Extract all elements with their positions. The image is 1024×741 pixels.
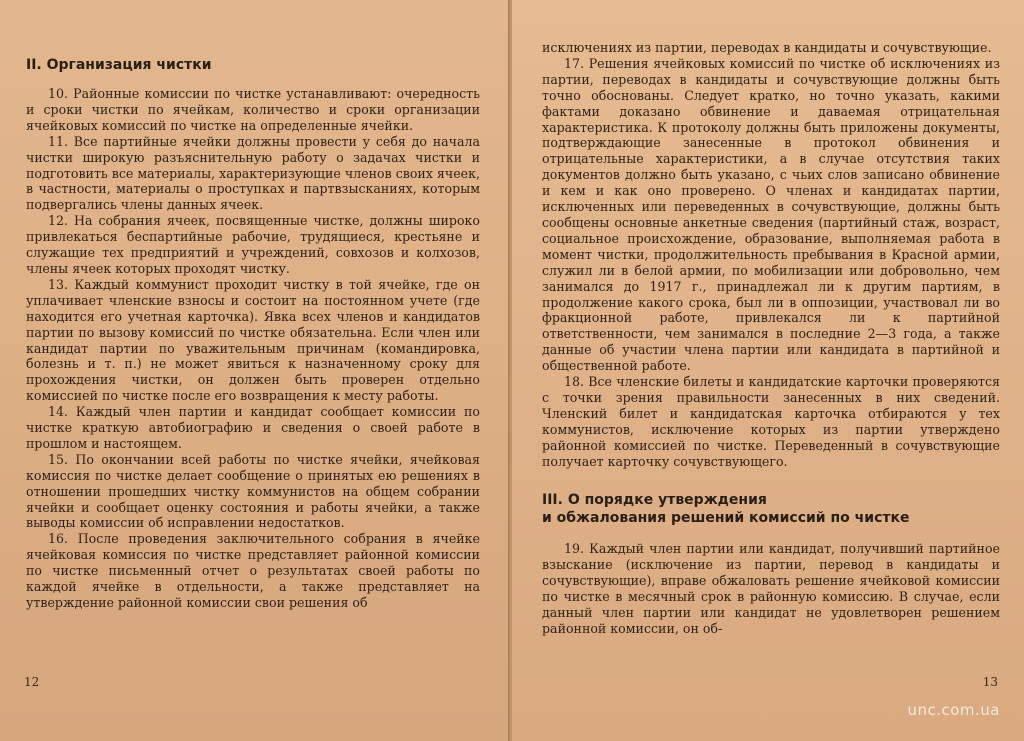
paragraph-16: 16. После проведения заключительного собрания в ячейке ячейковая комиссия по чистке представляет районной комиссии по чистке письменный отчет о результатах своей работы по каждой ячейке в отдельности, а также представляет на утверждение районной комиссии свои решения об xyxy=(26,531,480,610)
paragraph-12: 12. На собрания ячеек, посвященные чистке, должны широко привлекаться беспартийные рабочие, трудящиеся, крестьяне и служащие тех предприятий и учреждений, совхозов и колхозов, члены ячеек которых проходят чистку. xyxy=(26,213,480,276)
paragraph-18: 18. Все членские билеты и кандидатские карточки проверяются с точки зрения правильности занесенных в них сведений. Членский билет и кандидатская карточка отбираются у тех коммунистов, исключение которых из партии утверждено районной комиссией по чистке. Переведенный в сочувствующие получает карточку сочувствующего. xyxy=(542,374,1000,469)
right-page xyxy=(512,0,1024,741)
left-page xyxy=(0,0,510,741)
paragraph-17: 17. Решения ячейковых комиссий по чистке об исключениях из партии, переводах в кандидаты и сочувствующие должны быть точно обоснованы. Следует кратко, но точно указать, какими фактами доказано обвинение и даваемая отрицательная характеристика. К протоколу должны быть приложены документы, подтверждающие занесенные в протокол обвинения и отрицательные характеристики, а в случае отсутствия таких документов должно быть указано, с чьих слов записано обвинение и кем и как оно проверено. О членах и кандидатах партии, исключенных или переведенных в сочувствующие, должны быть сообщены основные анкетные сведения (партийный стаж, возраст, социальное происхождение, образование, выполняемая работа в момент чистки, продолжительность пребывания в Красной армии, служил ли в белой армии, по мобилизации или добровольно, чем занимался до 1917 г., принадлежал ли к другим партиям, в продолжение какого срока, был ли в оппозиции, участвовал ли во фракционной работе, привлекался ли к партийной ответственности, чем занимался в последние 2—3 года, а также данные об участии члена партии или кандидата в партийной и общественной работе. xyxy=(542,55,1000,374)
paragraph-16-continuation: исключениях из партии, переводах в кандидаты и сочувствующие. xyxy=(542,40,992,55)
section-title-approval-line2: и обжалования решений комиссий по чистке xyxy=(542,510,910,527)
watermark: unc.com.ua xyxy=(907,701,1000,719)
section-title-approval-line1: III. О порядке утверждения xyxy=(542,492,767,509)
section-title-organization: II. Организация чистки xyxy=(26,57,212,73)
paragraph-11: 11. Все партийные ячейки должны провести у себя до начала чистки широкую разъяснительную работу о задачах чистки и подготовить все материалы, характеризующие членов своих ячеек, в частности, материалы о проступках и партвзысканиях, которым подвергались члены данных ячеек. xyxy=(26,133,480,213)
paragraph-10: 10. Районные комиссии по чистке устанавливают: очередность и сроки чистки по ячейкам, количество и сроки организации ячейковых комиссий по чистке на определенные ячейки. xyxy=(26,86,480,133)
page-number-left: 12 xyxy=(24,675,40,689)
paragraph-14: 14. Каждый член партии и кандидат сообщает комиссии по чистке краткую автобиографию и сведения о своей работе в прошлом и настоящем. xyxy=(26,404,480,451)
page-number-right: 13 xyxy=(982,675,998,689)
paragraph-13: 13. Каждый коммунист проходит чистку в той ячейке, где он уплачивает членские взносы и состоит на постоянном учете (где находится его учетная карточка). Явка всех членов и кандидатов партии по вызову комиссий по чистке обязательна. Если член или кандидат партии по уважительным причинам (командировка, болезнь и т. п.) не может явиться к назначенному сроку для прохождения чистки, он должен быть проверен отдельно комиссией по чистке после его возвращения к месту работы. xyxy=(26,276,480,404)
section-title-approval xyxy=(542,491,1000,527)
paragraph-19: 19. Каждый член партии или кандидат, получивший партийное взыскание (исключение из партии, перевод в кандидаты и сочувствующие), вправе обжаловать решение ячейковой комиссии по чистке в месячный срок в районную комиссию. В случае, если данный член партии или кандидат не удовлетворен решением районной комиссии, он об- xyxy=(542,541,1000,636)
paragraph-15: 15. По окончании всей работы по чистке ячейки, ячейковая комиссия по чистке делает сообщение о принятых ею решениях в отношении прошедших чистку коммунистов на общем собрании ячейки и сообщает оценку состояния и работы ячейки, а также выводы комиссии об исправлении недостатков. xyxy=(26,451,480,531)
